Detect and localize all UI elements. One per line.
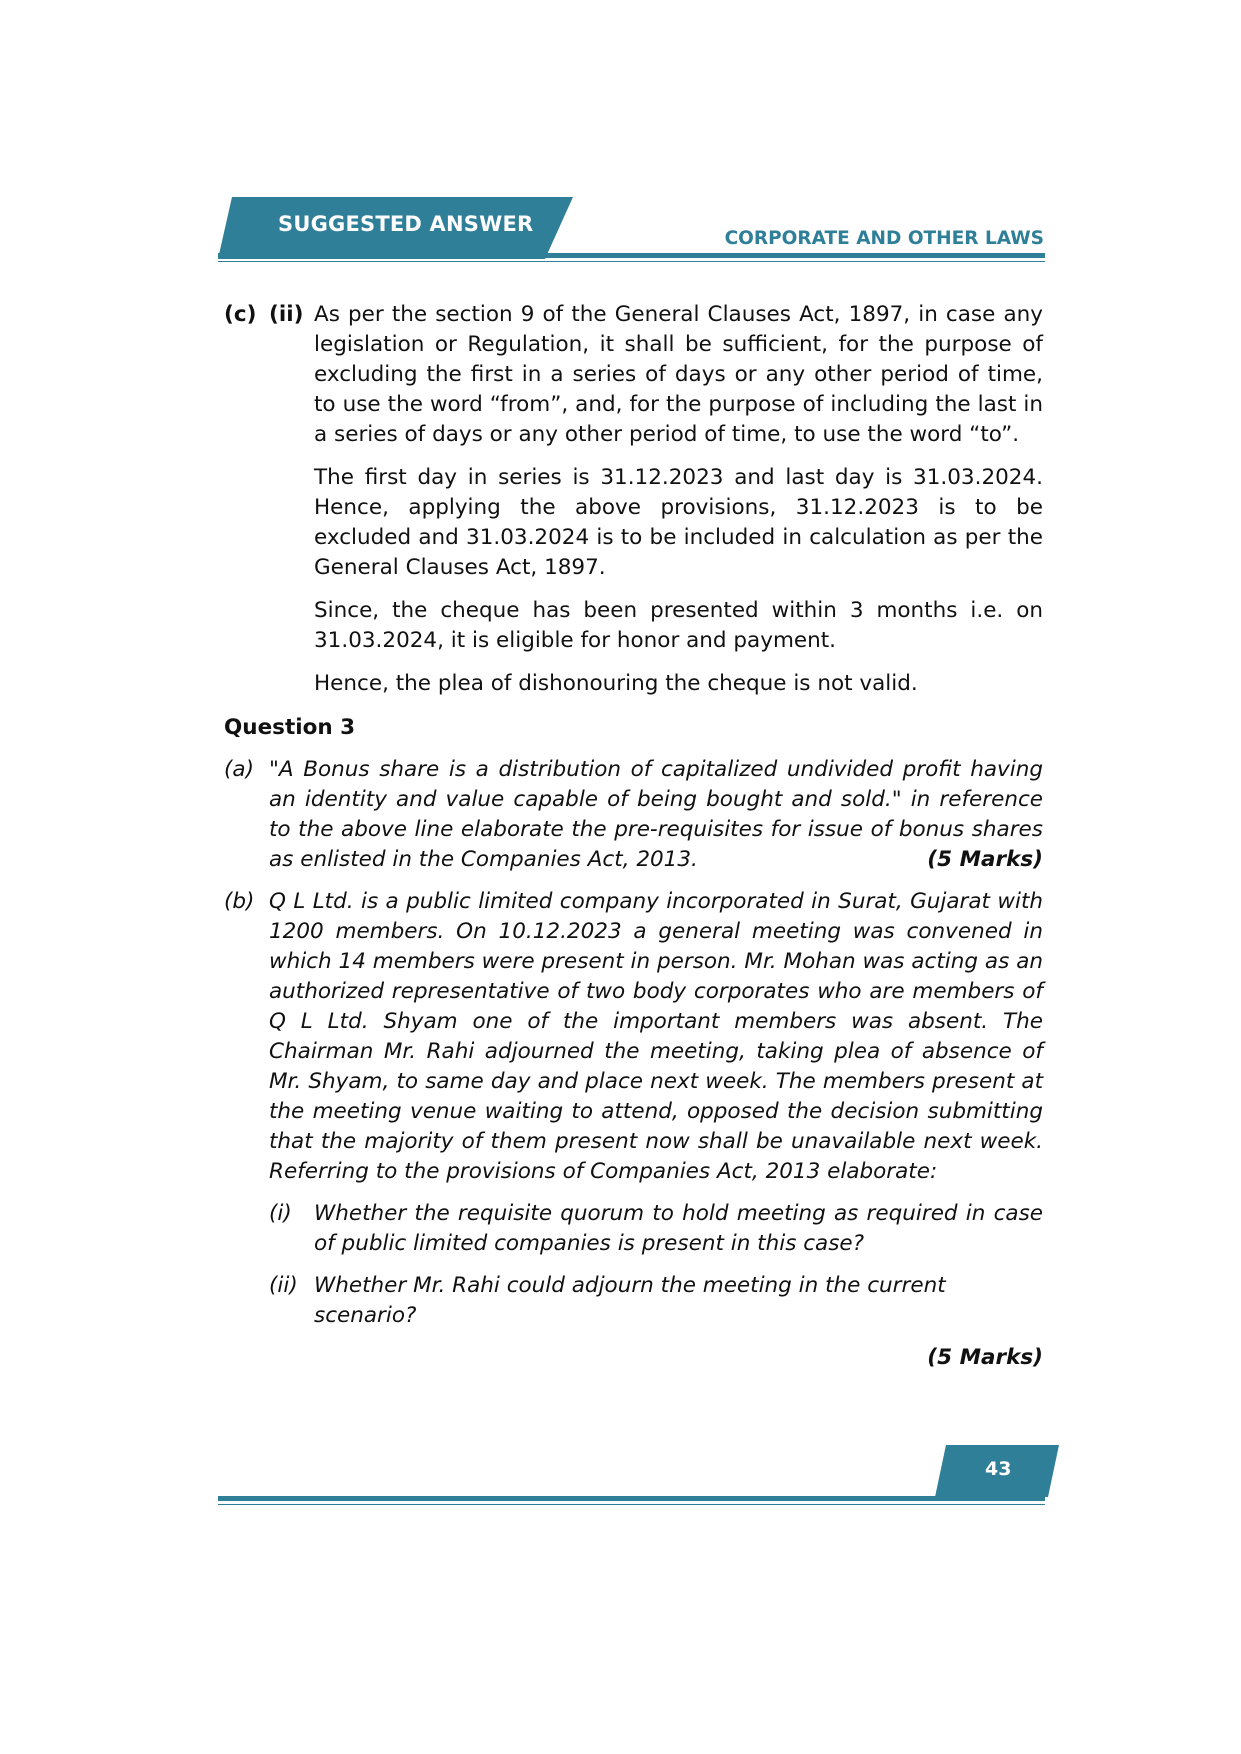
question-b-sub-ii: [269, 1271, 1043, 1331]
question-b-label: (b): [224, 889, 255, 914]
question-a-label: (a): [224, 757, 254, 782]
header-tab-label: SUGGESTED ANSWER: [278, 212, 534, 236]
answer-sub-label: (ii): [269, 302, 304, 327]
question-a-marks: (5 Marks): [927, 847, 1043, 872]
question-b-sub-ii-text: Whether Mr. Rahi could adjourn the meeting in the current scenario?: [314, 1273, 946, 1328]
question-a-body: [269, 755, 1043, 875]
page-content: [224, 300, 1043, 1373]
answer-paragraph: Since, the cheque has been presented within 3 months i.e. on 31.03.2024, it is eligible for honor and payment.: [314, 598, 1043, 653]
question-b-text: Q L Ltd. is a public limited company incorporated in Surat, Gujarat with 1200 members. On 10.12.2023 a general meeting was convened in which 14 members were present in person. Mr. Mohan was acting as an authorized representative of two body corporates who are members of Q L Ltd. Shyam one of the important members was absent. The Chairman Mr. Rahi adjourned the meeting, taking plea of absence of Mr. Shyam, to same day and place next week. The members present at the meeting venue waiting to attend, opposed the decision submitting that the majority of them present now shall be unavailable next week. Referring to the provisions of Companies Act, 2013 elaborate:: [269, 889, 1043, 1184]
question-b: [224, 887, 1043, 1187]
header-rule-thin: [218, 261, 1045, 262]
question-heading: Question 3: [224, 715, 356, 740]
question-b-sub-i-label: (i): [269, 1201, 292, 1226]
question-b-sub-i: [269, 1199, 1043, 1259]
answer-c-ii: [224, 300, 1043, 450]
question-a-text: "A Bonus share is a distribution of capitalized undivided profit having an identity and value capable of being bought and sold." in reference to the above line elaborate the pre-requisites for issue of bonus shares as enlisted in the Companies Act, 2013.: [269, 757, 1043, 872]
page-number: 43: [985, 1458, 1012, 1480]
answer-paragraph: As per the section 9 of the General Clauses Act, 1897, in case any legislation or Regulation, it shall be sufficient, for the purpose of excluding the first in a series of days or any other period of time, to use the word “from”, and, for the purpose of including the last in a series of days or any other period of time, to use the word “to”.: [314, 302, 1043, 447]
header-title: CORPORATE AND OTHER LAWS: [724, 228, 1044, 249]
question-b-marks: (5 Marks): [927, 1345, 1043, 1370]
question-b-sub-i-text: Whether the requisite quorum to hold meeting as required in case of public limited companies is present in this case?: [314, 1201, 1043, 1256]
footer-rule-thin: [218, 1504, 1045, 1505]
question-b-sub-ii-label: (ii): [269, 1273, 298, 1298]
answer-part-label: (c): [224, 302, 257, 327]
header-rule: [218, 253, 1045, 258]
question-a: [224, 755, 1043, 875]
footer-rule: [218, 1496, 1045, 1501]
answer-paragraph: The first day in series is 31.12.2023 and last day is 31.03.2024. Hence, applying the above provisions, 31.12.2023 is to be excluded and 31.03.2024 is to be included in calculation as per the General Clauses Act, 1897.: [314, 465, 1043, 580]
answer-paragraph: Hence, the plea of dishonouring the cheque is not valid.: [314, 671, 918, 696]
